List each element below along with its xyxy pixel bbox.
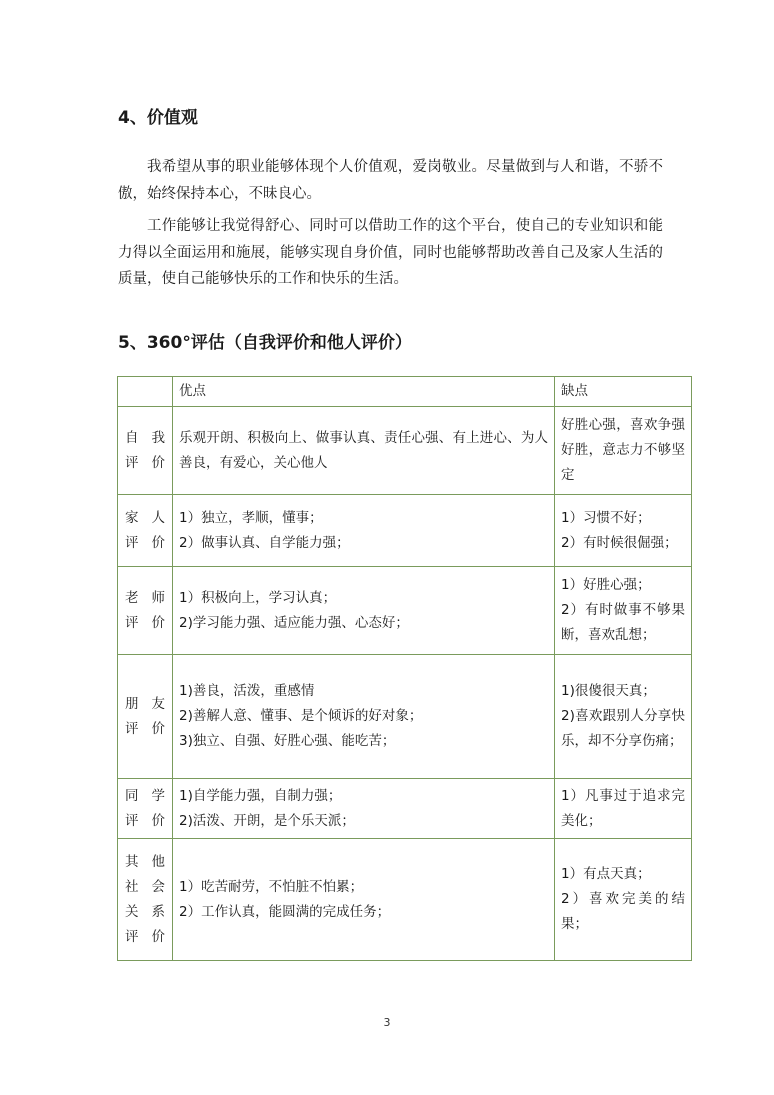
- table-row: [118, 567, 692, 655]
- row-pros: 1）吃苦耐劳，不怕脏不怕累； 2）工作认真，能圆满的完成任务；: [173, 839, 555, 961]
- row-cons: 1）有点天真； 2）喜欢完美的结果；: [555, 839, 692, 961]
- row-pros: 1）积极向上，学习认真； 2)学习能力强、适应能力强、心态好；: [173, 567, 555, 655]
- header-pros: 优点: [173, 377, 555, 407]
- table-row: [118, 407, 692, 495]
- table-row: [118, 779, 692, 839]
- row-cons: 好胜心强，喜欢争强好胜，意志力不够坚定: [555, 407, 692, 495]
- row-cons: 1）凡事过于追求完美化；: [555, 779, 692, 839]
- evaluation-table: [117, 376, 692, 961]
- row-cons: 1）习惯不好； 2）有时候很倔强；: [555, 495, 692, 567]
- section-5-heading: 5、360°评估（自我评价和他人评价）: [118, 333, 412, 353]
- row-category: 同 学 评价: [118, 779, 173, 839]
- row-pros: 1)善良，活泼，重感情 2)善解人意、懂事、是个倾诉的好对象； 3)独立、自强、好胜心强、能吃苦；: [173, 655, 555, 779]
- row-category: 自 我 评价: [118, 407, 173, 495]
- row-pros: 乐观开朗、积极向上、做事认真、责任心强、有上进心、为人善良，有爱心，关心他人: [173, 407, 555, 495]
- row-category: 家 人 评价: [118, 495, 173, 567]
- row-cons: 1）好胜心强； 2）有时做事不够果断，喜欢乱想；: [555, 567, 692, 655]
- row-category: 朋 友 评价: [118, 655, 173, 779]
- table-row: [118, 655, 692, 779]
- values-paragraph-2: 工作能够让我觉得舒心、同时可以借助工作的这个平台，使自己的专业知识和能力得以全面运用和施展，能够实现自身价值，同时也能够帮助改善自己及家人生活的质量，使自己能够快乐的工作和快乐的生活。: [118, 218, 663, 287]
- row-category: 其 他 社 会 关 系 评价: [118, 839, 173, 961]
- table-row: [118, 495, 692, 567]
- header-cons: 缺点: [555, 377, 692, 407]
- page-number: 3: [383, 1016, 391, 1029]
- values-paragraph-1: 我希望从事的职业能够体现个人价值观，爱岗敬业。尽量做到与人和谐，不骄不傲，始终保持本心，不昧良心。: [118, 159, 663, 202]
- row-pros: 1)自学能力强，自制力强； 2)活泼、开朗，是个乐天派；: [173, 779, 555, 839]
- table-row: [118, 839, 692, 961]
- header-category: [118, 377, 173, 407]
- table-header-row: [118, 377, 692, 407]
- row-pros: 1）独立，孝顺，懂事； 2）做事认真、自学能力强；: [173, 495, 555, 567]
- row-category: 老 师 评价: [118, 567, 173, 655]
- section-4-heading: 4、价值观: [118, 108, 198, 128]
- row-cons: 1)很傻很天真； 2)喜欢跟别人分享快乐，却不分享伤痛；: [555, 655, 692, 779]
